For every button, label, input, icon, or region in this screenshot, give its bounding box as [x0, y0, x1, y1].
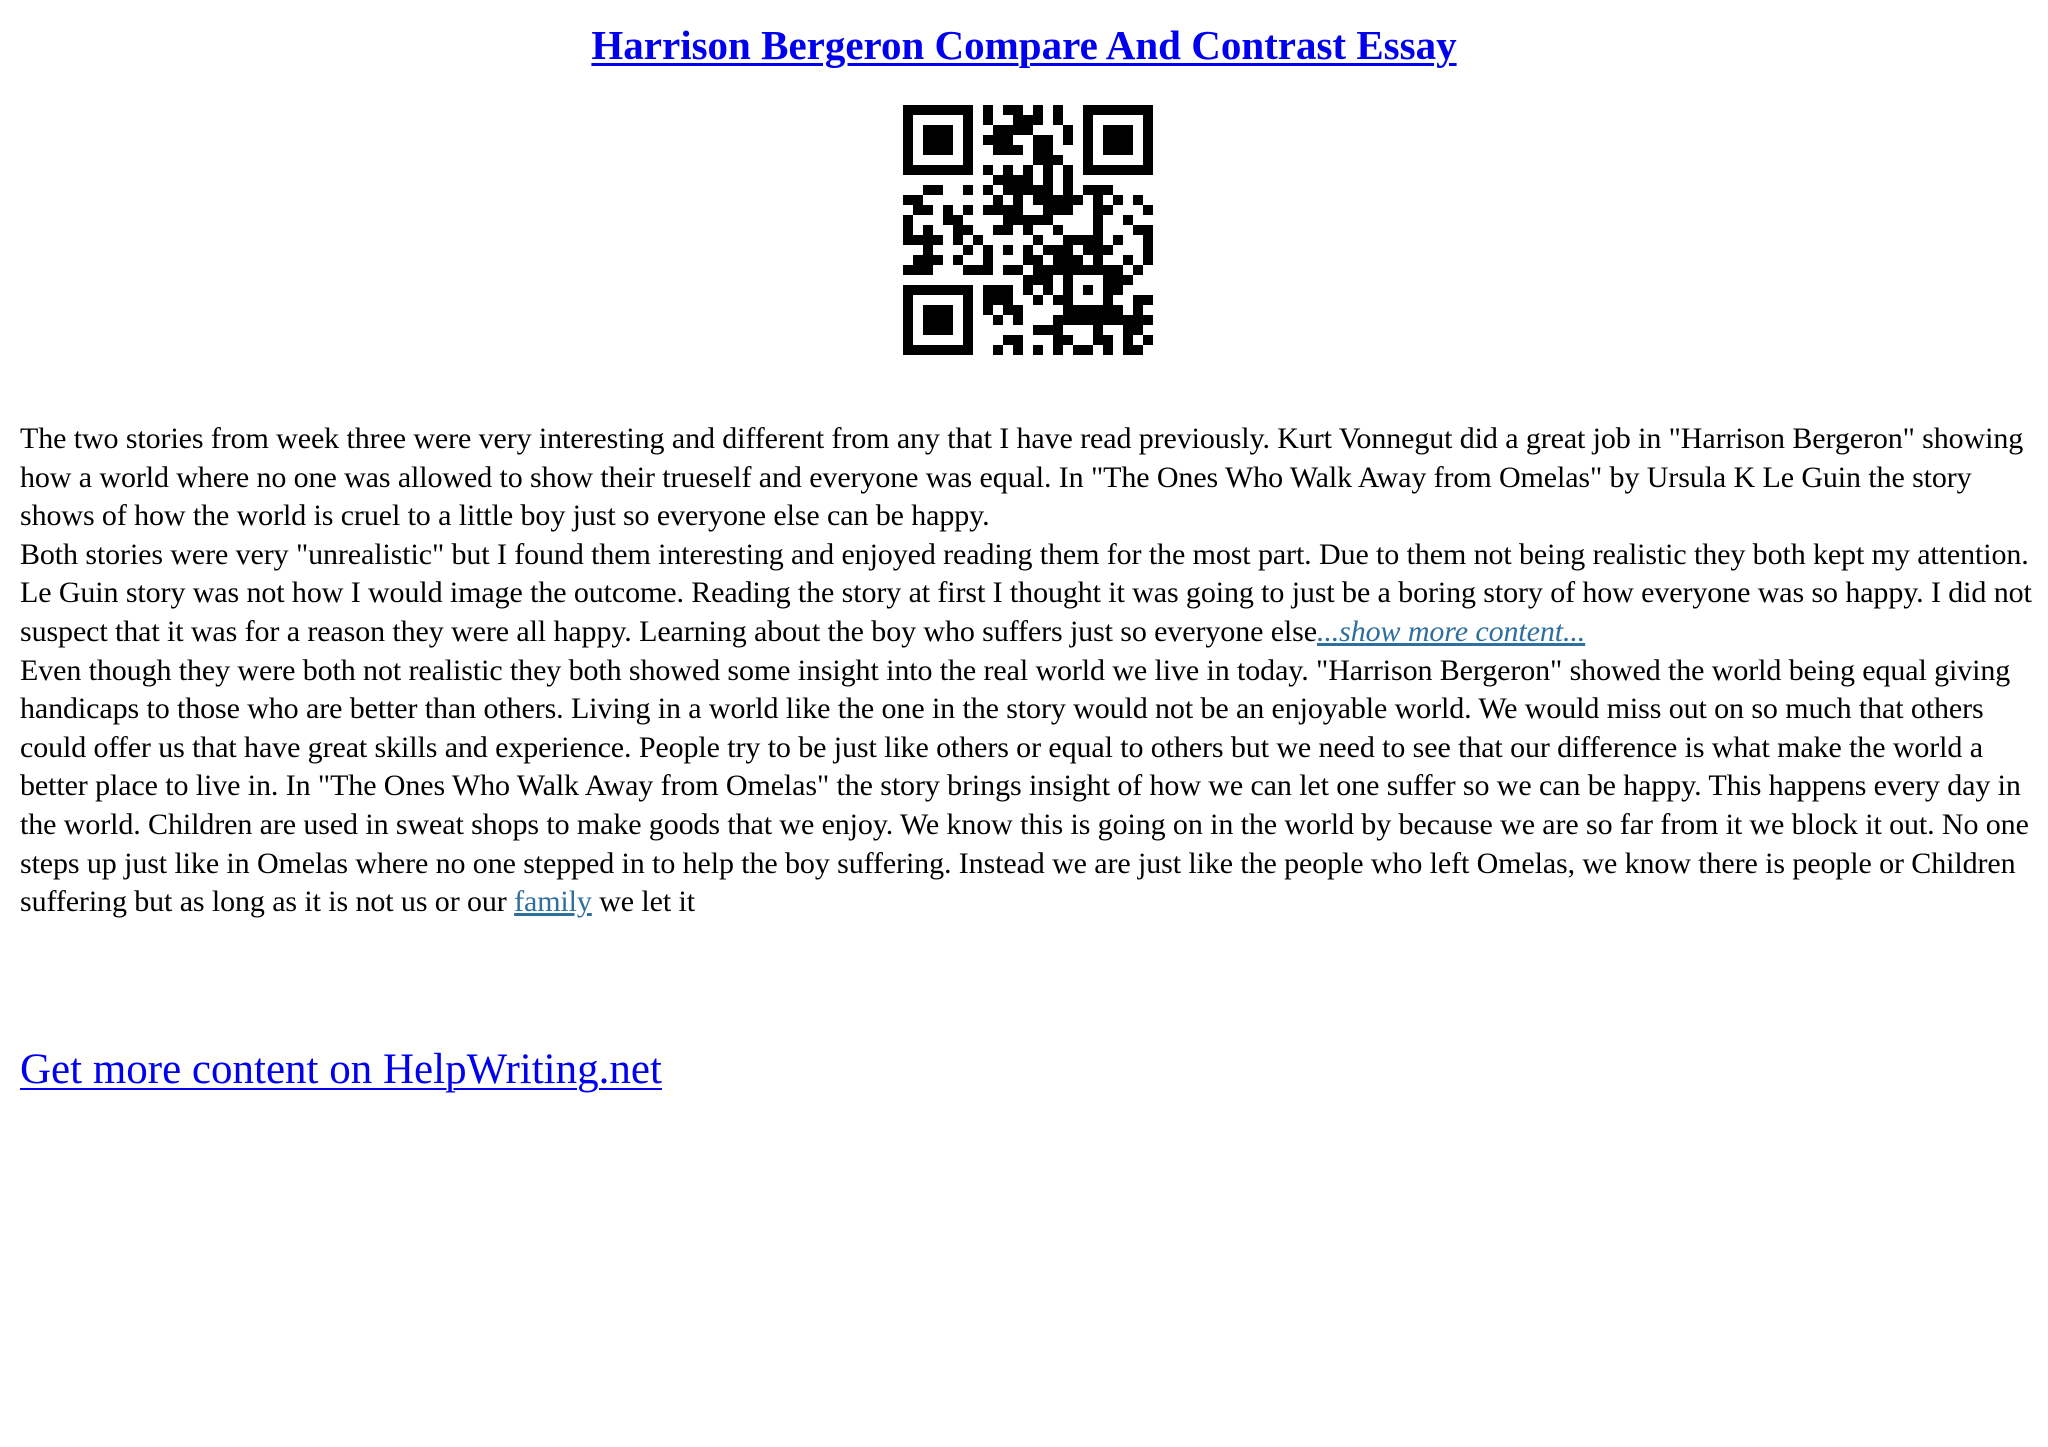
paragraph-2-text: Both stories were very "unrealistic" but I found them interesting and enjoyed reading them for the most part. Due to them not being realistic they both kept my attention. Le Guin story was not how I would image the outcome. Reading the story at first I thought it was going to just be a boring story of how everyone was so happy. I did not suspect that it was for a reason they were all happy. Learning about the boy who suffers just so everyone else	[20, 537, 2032, 648]
paragraph-1: The two stories from week three were very interesting and different from any that I have read previously. Kurt Vonnegut did a great job in "Harrison Bergeron" showing how a world where no one was allowed to show their trueself and everyone was equal. In "The Ones Who Walk Away from Omelas" by Ursula K Le Guin the story shows of how the world is cruel to a little boy just so everyone else can be happy.	[20, 422, 2024, 533]
qr-code-icon	[903, 105, 1153, 355]
essay-body	[20, 420, 2032, 922]
title-link[interactable]: Harrison Bergeron Compare And Contrast Essay	[591, 22, 1457, 68]
paragraph-3	[20, 652, 2032, 922]
family-link[interactable]: family	[514, 885, 592, 919]
paragraph-3-tail: we let it	[591, 885, 695, 919]
paragraph-2	[20, 536, 2032, 652]
get-more-content-link[interactable]: Get more content on HelpWriting.net	[20, 1046, 662, 1093]
page-title	[0, 16, 2048, 74]
show-more-link[interactable]: ...show more content...	[1316, 614, 1586, 648]
footer	[20, 1042, 662, 1098]
paragraph-3-text: Even though they were both not realistic they both showed some insight into the real world we live in today. "Harrison Bergeron" showed the world being equal giving handicaps to those who are better than others. Living in a world like the one in the story would not be an enjoyable world. We would miss out on so much that others could offer us that have great skills and experience. People try to be just like others or equal to others but we need to see that our difference is what make the world a better place to live in. In "The Ones Who Walk Away from Omelas" the story brings insight of how we can let one suffer so we can be happy. This happens every day in the world. Children are used in sweat shops to make goods that we enjoy. We know this is going on in the world by because we are so far from it we block it out. No one steps up just like in Omelas where no one stepped in to help the boy suffering. Instead we are just like the people who left Omelas, we know there is people or Children suffering but as long as it is not us or our	[20, 653, 2029, 919]
